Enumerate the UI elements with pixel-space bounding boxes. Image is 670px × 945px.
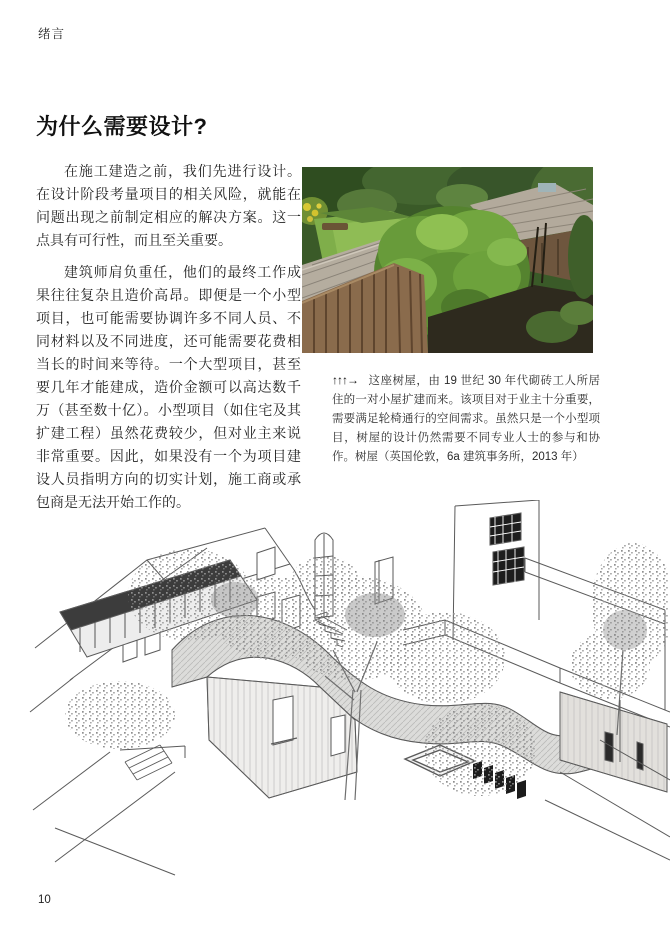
photo-skylight: [538, 183, 556, 192]
body-paragraph: 建筑师肩负重任，他们的最终工作成果往往复杂且造价高昂。即便是一个小型项目，也可能需要协调许多不同人员、不同材料以及不同进度，还可能需要花费相当长的时间来等待。一个大型项目，甚至要几年才能建成，造价金额可以高达数千万（甚至数十亿）。小型项目（如住宅及其扩建工程）虽然花费较少，但对业主来说非常重要。因此，如果没有一个为项目建设人员指明方向的切实计划，施工商或承包商是无法开始工作的。: [36, 264, 301, 510]
isometric-drawing: [25, 500, 670, 885]
isometric-drawing-graphic: [25, 500, 670, 885]
photo-garden-bench: [322, 223, 348, 230]
drawing-right-wing: [560, 692, 667, 792]
drawing-steps: [125, 745, 172, 780]
body-paragraph: 在施工建造之前，我们先进行设计。在设计阶段考量项目的相关风险，就能在问题出现之前制定相应的解决方案。这一点具有可行性，而且至关重要。: [36, 163, 301, 248]
page-title: 为什么需要设计?: [36, 114, 208, 139]
tree-house-photo: [302, 167, 593, 353]
caption-direction-arrows-icon: ↑↑↑→: [332, 373, 358, 387]
figure-caption: [332, 371, 600, 467]
running-header: 绪言: [38, 27, 66, 41]
tree-house-photo-graphic: [302, 167, 593, 353]
drawing-ground-lines: [33, 745, 185, 875]
caption-text: 这座树屋，由 19 世纪 30 年代砌砖工人所居住的一对小屋扩建而来。该项目对于业主十分重要，需要满足轮椅通行的空间需求。虽然只是一个小型项目，树屋的设计仍然需要不同专业人士的参与和协作。树屋（英国伦敦，6a 建筑事务所，2013 年）: [332, 375, 600, 463]
page-number: 10: [38, 894, 51, 906]
body-text-column: [36, 160, 301, 523]
